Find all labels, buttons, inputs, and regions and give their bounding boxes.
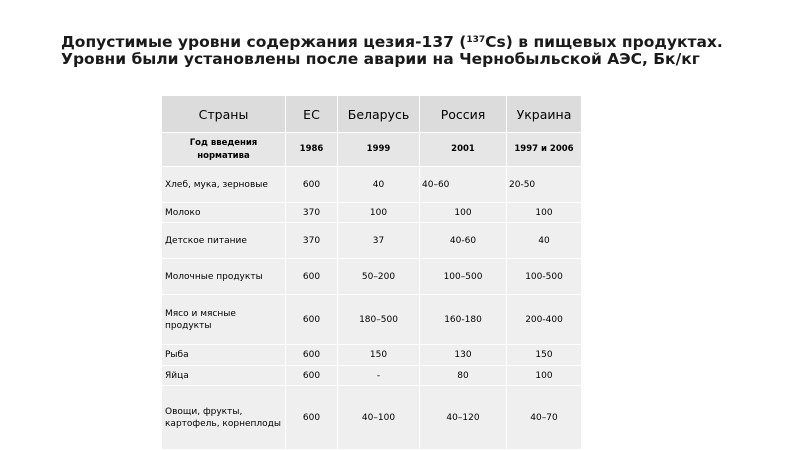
year-label: Год введения норматива bbox=[162, 133, 286, 167]
table-row bbox=[162, 386, 582, 450]
row-name: Яйца bbox=[162, 366, 286, 386]
cell-russia: 40-60 bbox=[420, 223, 507, 259]
cell-belarus: 100 bbox=[338, 203, 420, 223]
year-eu: 1986 bbox=[286, 133, 338, 167]
cell-eu: 600 bbox=[286, 345, 338, 366]
row-name: Молочные продукты bbox=[162, 259, 286, 295]
cell-belarus: 50–200 bbox=[338, 259, 420, 295]
cell-ukraine: 200-400 bbox=[507, 295, 582, 345]
row-name: Детское питание bbox=[162, 223, 286, 259]
table-row bbox=[162, 295, 582, 345]
cell-belarus: 180–500 bbox=[338, 295, 420, 345]
cell-ukraine: 40–70 bbox=[507, 386, 582, 450]
header-belarus: Беларусь bbox=[338, 96, 420, 133]
table-row bbox=[162, 345, 582, 366]
row-name: Рыба bbox=[162, 345, 286, 366]
cell-belarus: 40 bbox=[338, 167, 420, 203]
cell-ukraine: 150 bbox=[507, 345, 582, 366]
year-row bbox=[162, 133, 582, 167]
row-name: Овощи, фрукты, картофель, корнеплоды bbox=[162, 386, 286, 450]
cesium-limits-table bbox=[161, 95, 582, 450]
header-eu: ЕС bbox=[286, 96, 338, 133]
year-ukraine: 1997 и 2006 bbox=[507, 133, 582, 167]
cell-russia: 100–500 bbox=[420, 259, 507, 295]
cell-russia: 160-180 bbox=[420, 295, 507, 345]
title-line2: Уровни были установлены после аварии на Чернобыльской АЭС, Бк/кг bbox=[61, 50, 700, 68]
isotope-superscript: 137 bbox=[466, 35, 486, 45]
cell-eu: 600 bbox=[286, 167, 338, 203]
cell-ukraine: 100-500 bbox=[507, 259, 582, 295]
cell-belarus: - bbox=[338, 366, 420, 386]
header-russia: Россия bbox=[420, 96, 507, 133]
cell-russia: 130 bbox=[420, 345, 507, 366]
title-line1-start: Допустимые уровни содержания цезия-137 ( bbox=[61, 33, 467, 51]
table-row bbox=[162, 223, 582, 259]
cell-eu: 600 bbox=[286, 259, 338, 295]
cell-ukraine: 40 bbox=[507, 223, 582, 259]
page-title bbox=[61, 32, 781, 68]
table-row bbox=[162, 167, 582, 203]
year-belarus: 1999 bbox=[338, 133, 420, 167]
cell-belarus: 150 bbox=[338, 345, 420, 366]
row-name: Хлеб, мука, зерновые bbox=[162, 167, 286, 203]
cell-russia: 40–120 bbox=[420, 386, 507, 450]
cell-belarus: 40–100 bbox=[338, 386, 420, 450]
cell-russia: 40–60 bbox=[420, 167, 507, 203]
table-header-row bbox=[162, 96, 582, 133]
header-countries: Страны bbox=[162, 96, 286, 133]
cell-ukraine: 20-50 bbox=[507, 167, 582, 203]
cell-ukraine: 100 bbox=[507, 203, 582, 223]
cell-eu: 600 bbox=[286, 386, 338, 450]
cell-ukraine: 100 bbox=[507, 366, 582, 386]
cell-eu: 600 bbox=[286, 366, 338, 386]
title-line1-end: Cs) в пищевых продуктах. bbox=[485, 33, 723, 51]
cell-eu: 600 bbox=[286, 295, 338, 345]
year-russia: 2001 bbox=[420, 133, 507, 167]
row-name: Молоко bbox=[162, 203, 286, 223]
cell-belarus: 37 bbox=[338, 223, 420, 259]
cell-eu: 370 bbox=[286, 203, 338, 223]
table-row bbox=[162, 203, 582, 223]
cell-eu: 370 bbox=[286, 223, 338, 259]
table-row bbox=[162, 259, 582, 295]
cell-russia: 100 bbox=[420, 203, 507, 223]
table-row bbox=[162, 366, 582, 386]
header-ukraine: Украина bbox=[507, 96, 582, 133]
cell-russia: 80 bbox=[420, 366, 507, 386]
row-name: Мясо и мясные продукты bbox=[162, 295, 286, 345]
